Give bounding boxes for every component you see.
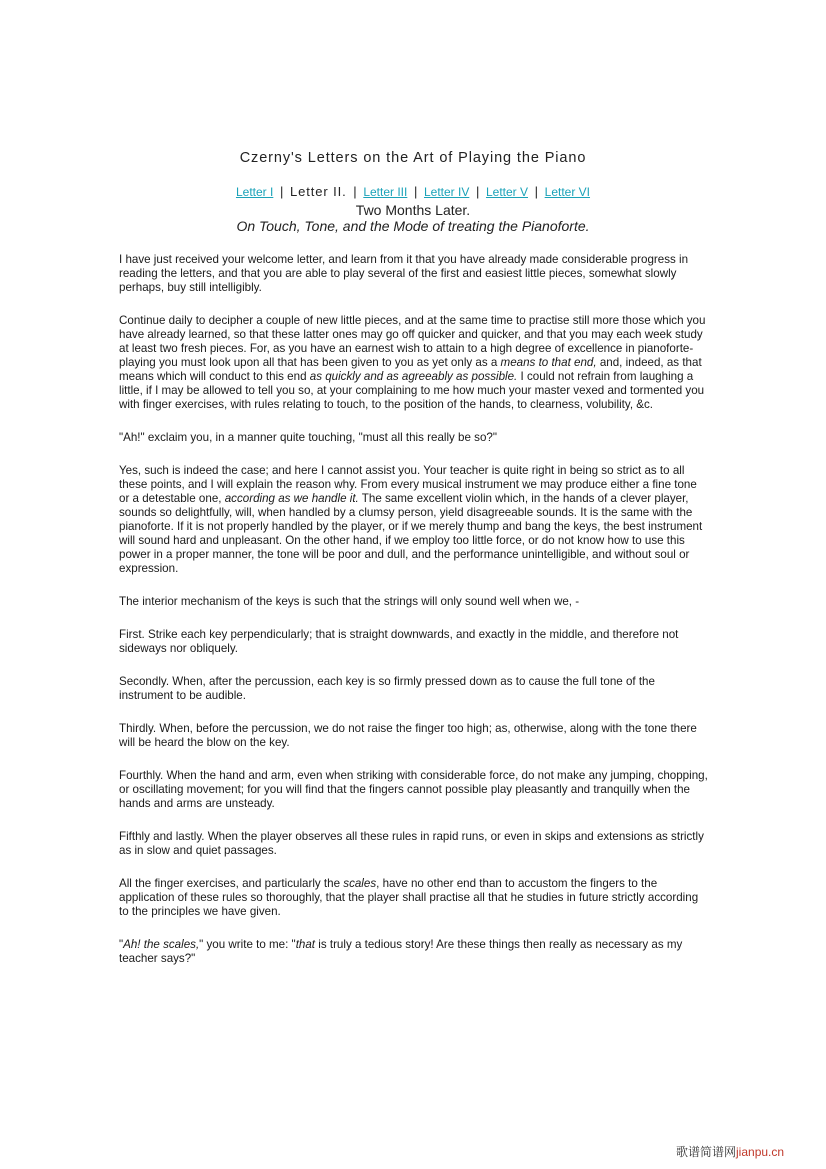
watermark-site: jianpu.cn (736, 1145, 785, 1159)
paragraph: I have just received your welcome letter, and learn from it that you have already made considerable progress in reading the letters, and that you are able to play several of the first and easiest little pieces, somewhat slowly perhaps, buy still intelligibly. (119, 253, 689, 294)
paragraph: "Ah!" exclaim you, in a manner quite touching, "must all this really be so?" (119, 431, 497, 444)
paragraph: Continue daily to decipher a couple of new little pieces, and at the same time to practise still more those which you have already learned, so that these latter ones may go off quicker and quicker, and that you may each week study at least two fresh pieces. For, as you have an earnest wish to attain to a high degree of excellence in pianoforte-playing you must look upon all that has been given to you as yet only as a means to that end, and, indeed, as that means which will conduct to this end as quickly and as agreeably as possible. I could not refrain from laughing a little, if I may be allowed to tell you so, at your complaining to me how much your master vexed and tormented you with finger exercises, with rules relating to touch, to the position of the hands, to clearness, volubility, &c. (119, 314, 706, 411)
paragraph: Yes, such is indeed the case; and here I cannot assist you. Your teacher is quite right in being so strict as to all these points, and I will explain the reason why. From every musical instrument we may produce either a fine tone or a detestable one, according as we handle it. The same excellent violin which, in the hands of a clever player, sounds so delightfully, will, when handled by a clumsy person, yield disagreeable sounds. It is the same with the pianoforte. If it is not properly handled by the player, or if we merely thump and bang the keys, the best instrument will sound hard and unpleasant. On the other hand, if we employ too little force, or do not know how to use this power in a proper manner, the tone will be poor and dull, and the performance unintelligible, and without soul or expression. (119, 464, 703, 575)
subtitle: Two Months Later. (355, 202, 471, 218)
paragraph: "Ah! the scales," you write to me: "that is truly a tedious story! Are these things then really as necessary as my teacher says?" (119, 938, 683, 965)
site-watermark (676, 1143, 784, 1160)
paragraph: Thirdly. When, before the percussion, we do not raise the finger too high; as, otherwise, along with the tone there will be heard the blow on the key. (119, 722, 697, 749)
letter-5-link[interactable]: Letter V (485, 185, 529, 199)
letter-3-link[interactable]: Letter III (363, 185, 408, 199)
nav-separator: | (353, 184, 357, 199)
letter-body (119, 253, 709, 985)
letter-6-link[interactable]: Letter VI (544, 185, 591, 199)
letter-4-link[interactable]: Letter IV (423, 185, 470, 199)
page-title: Czerny's Letters on the Art of Playing the Piano (239, 150, 587, 166)
paragraph: Secondly. When, after the percussion, each key is so firmly pressed down as to cause the full tone of the instrument to be audible. (119, 675, 655, 702)
paragraph: Fifthly and lastly. When the player observes all these rules in rapid runs, or even in skips and extensions as strictly as in slow and quiet passages. (119, 830, 704, 857)
letter-navigation (0, 184, 826, 199)
nav-separator: | (475, 184, 480, 199)
nav-separator: | (279, 184, 284, 199)
paragraph: Fourthly. When the hand and arm, even when striking with considerable force, do not make any jumping, chopping, or oscillating movement; for you will find that the fingers cannot possible play pleasantly and tranquilly when the hands and arms are unsteady. (119, 769, 708, 810)
paragraph: The interior mechanism of the keys is such that the strings will only sound well when we, - (119, 595, 580, 608)
nav-separator: | (413, 184, 418, 199)
watermark-text: 歌谱简谱网 (676, 1145, 737, 1159)
paragraph: First. Strike each key perpendicularly; that is straight downwards, and exactly in the middle, and therefore not sideways nor obliquely. (119, 628, 679, 655)
letter-1-link[interactable]: Letter I (235, 185, 274, 199)
current-letter: Letter II. (289, 184, 347, 199)
letter-topic: On Touch, Tone, and the Mode of treating the Pianoforte. (236, 218, 590, 234)
nav-separator: | (534, 184, 539, 199)
paragraph: All the finger exercises, and particularly the scales, have no other end than to accustom the fingers to the application of these rules so thoroughly, that the player shall practise all that he studies in future strictly according to the principles we have given. (119, 877, 699, 918)
